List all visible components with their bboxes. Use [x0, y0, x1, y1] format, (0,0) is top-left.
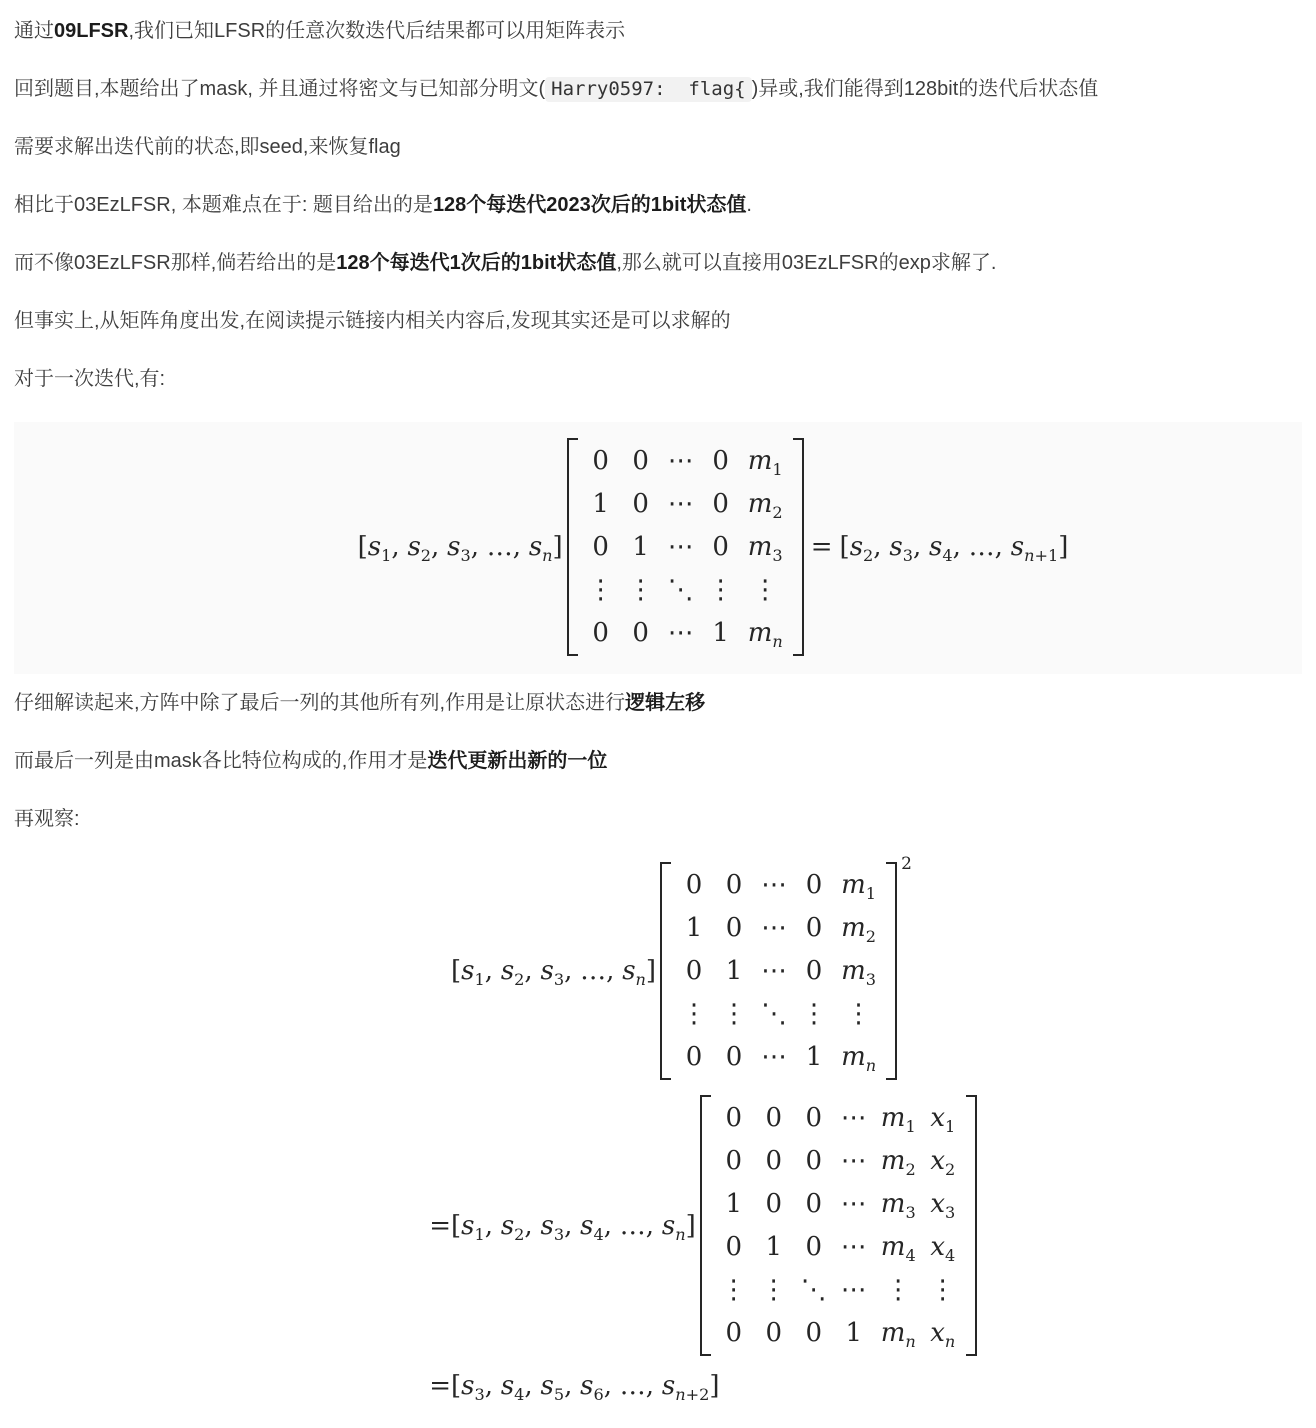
equation-line-3	[451, 1371, 720, 1405]
squared-companion-matrix: 0 0 0 ⋯ $m_1$ $x_1$ 0 0 0 ⋯ $m_2$ $x_2$ 1 0 0 ⋯ $m_3$ $x_3$ 0 1 0 ⋯ $m_4$ $x_4$ ⋮ ⋮ ⋱ ⋯ ⋮ ⋮ 0 0 0 1 $m_n$ $x_n$	[700, 1095, 977, 1356]
paragraph-single-iteration-intro: 对于一次迭代,有:	[14, 368, 166, 390]
aligned-equations	[429, 854, 977, 1405]
equals-sign: =	[810, 532, 833, 562]
companion-matrix-squared	[656, 854, 912, 1080]
text-segment: ,我们已知LFSR的任意次数迭代后结果都可以用矩阵表示	[128, 20, 626, 42]
exponent-2: 2	[901, 854, 912, 874]
text-segment: 而最后一列是由mask各比特位构成的,作用才是	[14, 750, 428, 772]
paragraph-challenge-setup	[14, 74, 1302, 104]
equation-row	[358, 438, 1069, 656]
bold-iterate-new-bit: 迭代更新出新的一位	[427, 750, 608, 772]
bold-09lfsr: 09LFSR	[54, 20, 129, 42]
matrix-equation-single-iteration	[14, 422, 1302, 674]
text-segment: 通过	[14, 20, 54, 42]
equation-line-1	[451, 854, 912, 1080]
bold-comparison: 128个每迭代1次后的1bit状态值	[336, 252, 617, 274]
known-plaintext-code: Harry0597: flag{	[545, 77, 751, 102]
paragraph-logical-left-shift	[14, 688, 1302, 718]
text-segment: 回到题目,本题给出了mask, 并且通过将密文与已知部分明文(	[14, 78, 546, 100]
bold-logical-left-shift: 逻辑左移	[625, 692, 706, 714]
paragraph-comparison-03ezlfsr	[14, 248, 1302, 278]
text-segment: )异或,我们能得到128bit的迭代后状态值	[751, 78, 1099, 100]
text-segment: 相比于03EzLFSR, 本题难点在于: 题目给出的是	[14, 194, 433, 216]
state-vector: [$s_1$, $s_2$, $s_3$, …, $s_n$]	[451, 956, 657, 990]
paragraph-observe-again: 再观察:	[14, 808, 80, 830]
text-segment: ,那么就可以直接用03EzLFSR的exp求解了.	[616, 252, 997, 274]
text-segment: .	[746, 194, 752, 216]
paragraph-difficulty	[14, 190, 1302, 220]
state-vector-lhs: [$s_1$, $s_2$, $s_3$, …, $s_n$]	[357, 532, 563, 566]
state-vector-rhs: [$s_2$, $s_3$, $s_4$, …, $s_{n+1}$]	[839, 532, 1069, 566]
paragraph-matrix-insight: 但事实上,从矩阵角度出发,在阅读提示链接内相关内容后,发现其实还是可以求解的	[14, 310, 731, 332]
equals-sign: =	[429, 1371, 451, 1401]
matrix-equation-squared	[14, 854, 1302, 1405]
equals-sign: =	[429, 1210, 451, 1241]
paragraph-goal-recover-seed: 需要求解出迭代前的状态,即seed,来恢复flag	[14, 136, 401, 158]
text-segment: 而不像03EzLFSR那样,倘若给出的是	[14, 252, 337, 274]
paragraph-mask-column	[14, 746, 1302, 776]
bold-difficulty: 128个每迭代2023次后的1bit状态值	[432, 194, 747, 216]
companion-matrix: 0 0 ⋯ 0 $m_1$ 1 0 ⋯ 0 $m_2$ 0 1 ⋯ 0 $m_3$ ⋮ ⋮ ⋱ ⋮ ⋮ 0 0 ⋯ 1 $m_n$	[660, 862, 897, 1080]
text-segment: 仔细解读起来,方阵中除了最后一列的其他所有列,作用是让原状态进行	[14, 692, 626, 714]
state-vector: [$s_1$, $s_2$, $s_3$, $s_4$, …, $s_n$]	[451, 1210, 696, 1244]
companion-matrix: 0 0 ⋯ 0 $m_1$ 1 0 ⋯ 0 $m_2$ 0 1 ⋯ 0 $m_3$ ⋮ ⋮ ⋱ ⋮ ⋮ 0 0 ⋯ 1 $m_n$	[567, 438, 804, 656]
equation-line-2	[451, 1095, 977, 1356]
paragraph-lfsr-matrix-representation	[14, 16, 1302, 46]
result-vector: [$s_3$, $s_4$, $s_5$, $s_6$, …, $s_{n+2}$]	[451, 1371, 720, 1405]
